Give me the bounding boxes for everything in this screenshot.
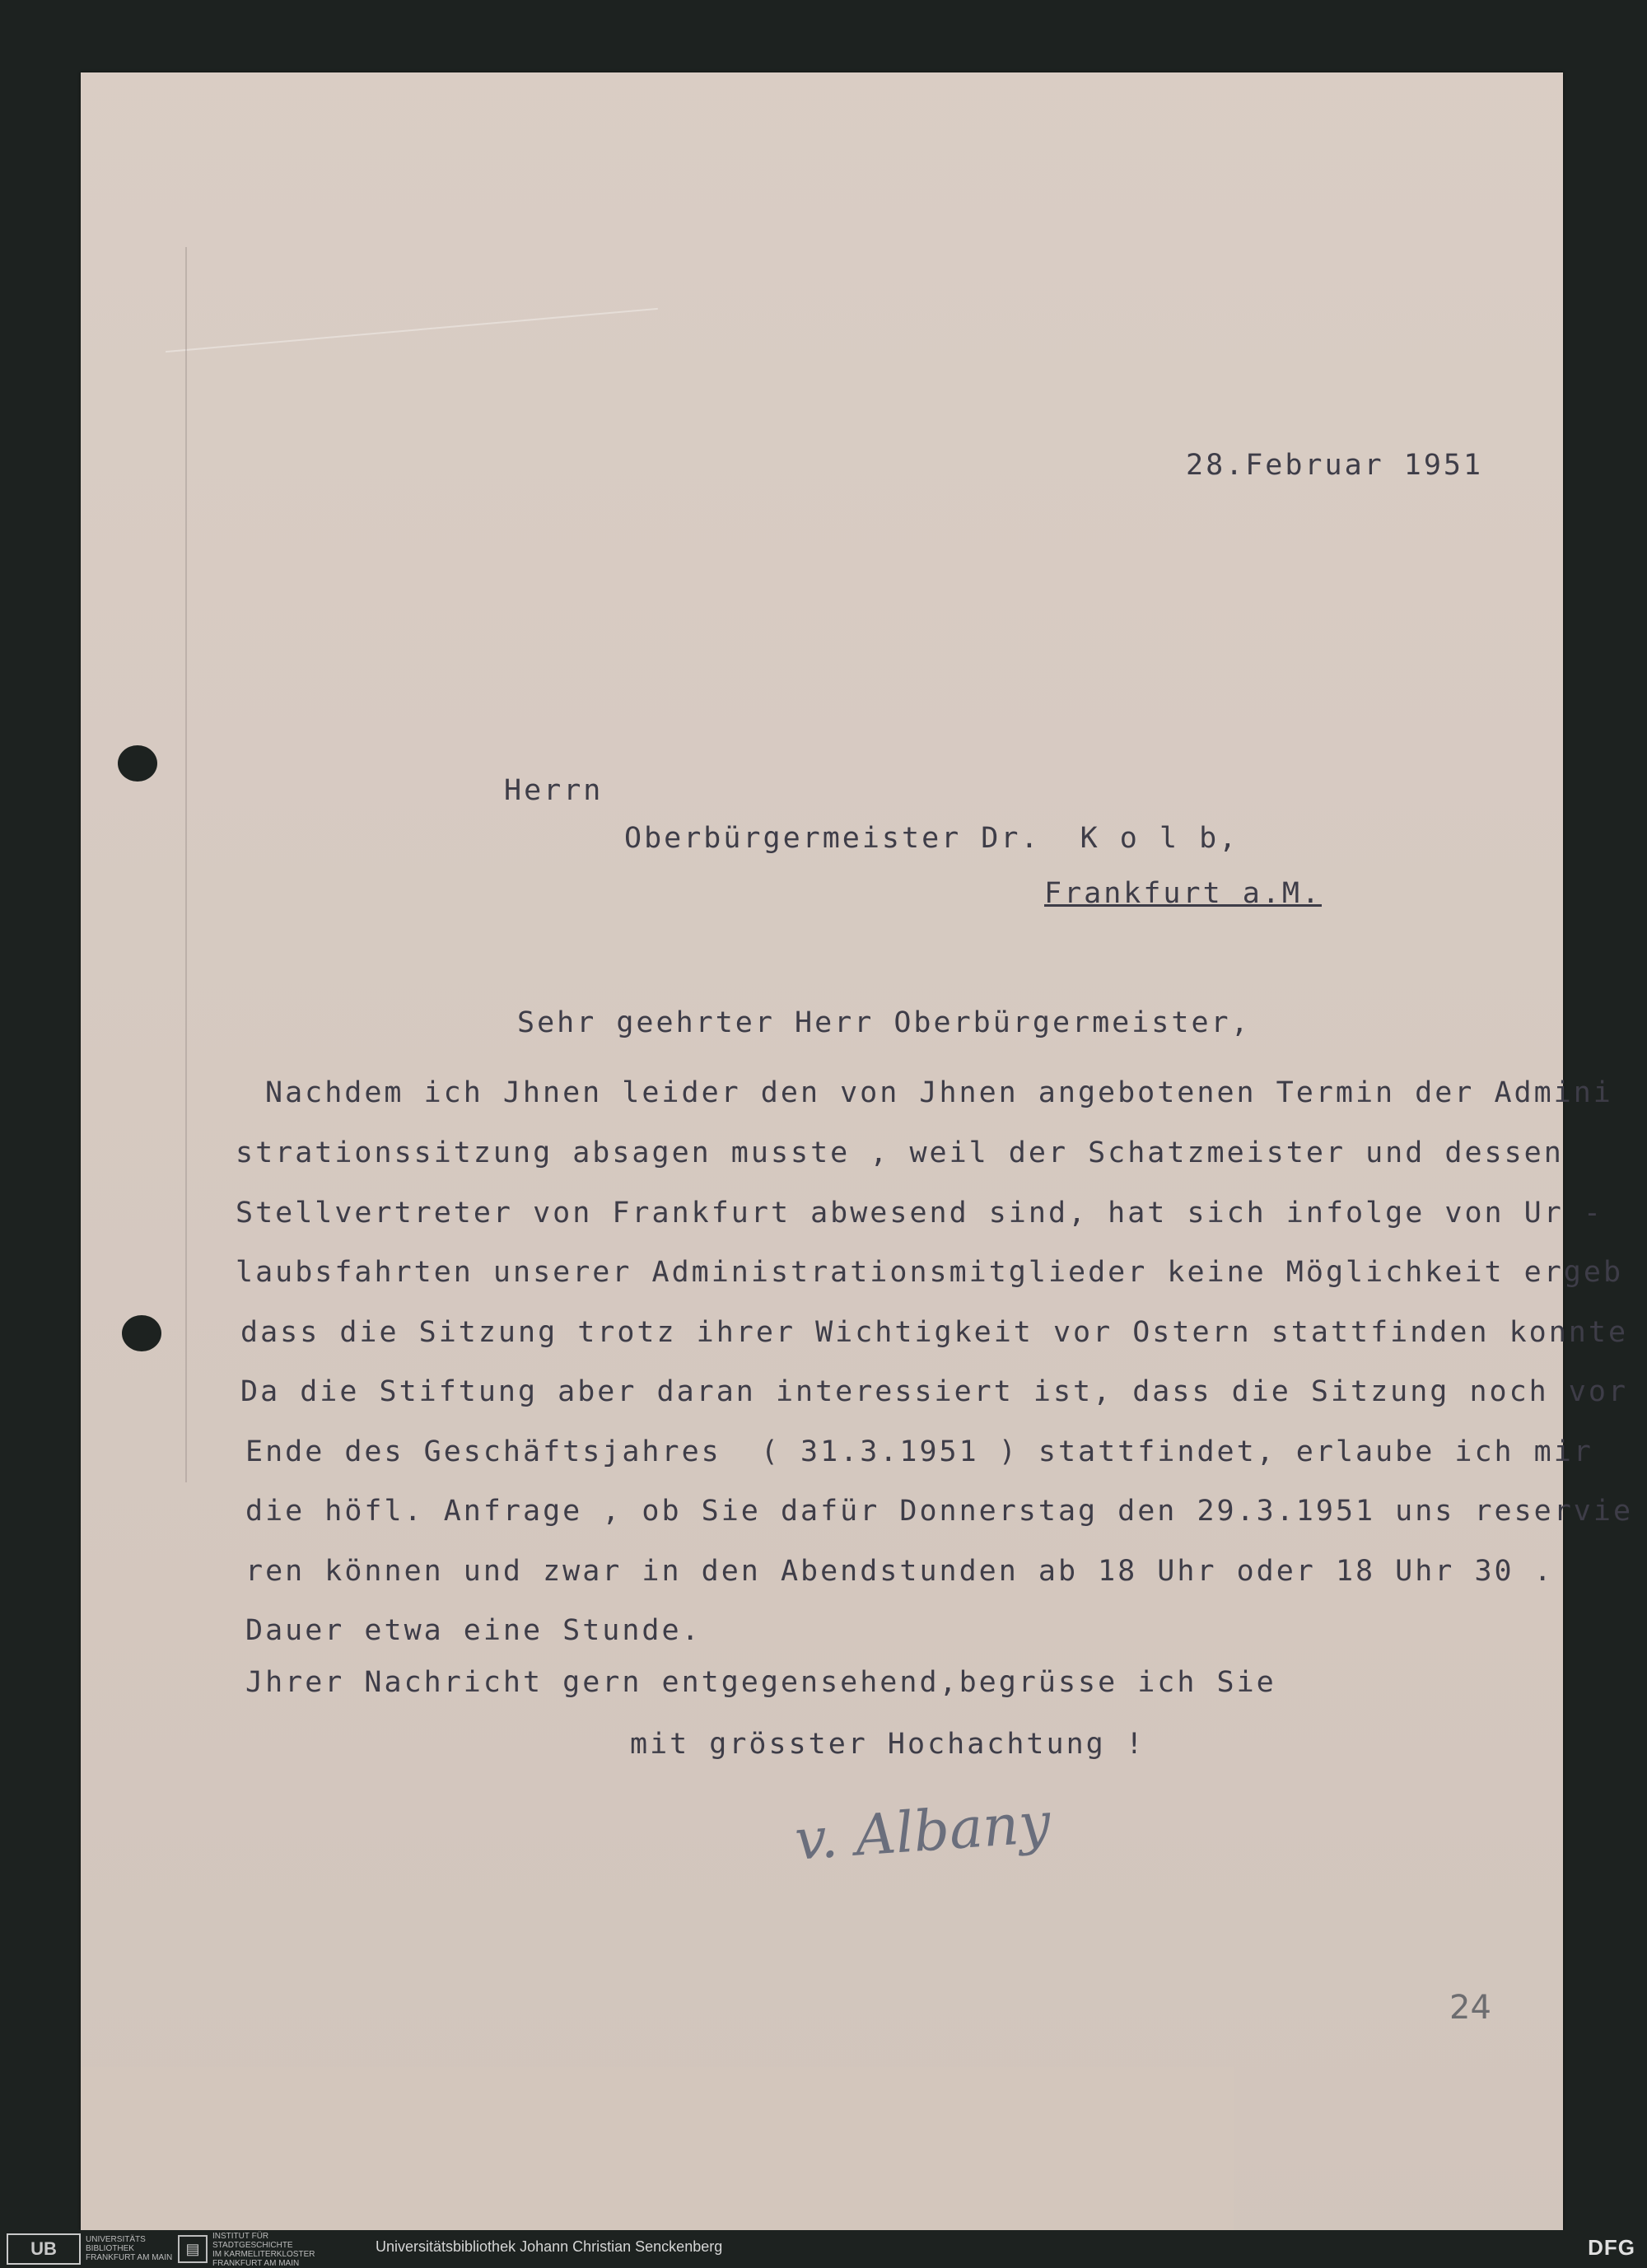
- handwritten-signature: v. Albany: [792, 1790, 1053, 1874]
- ub-logo-text: UNIVERSITÄTS BIBLIOTHEK FRANKFURT AM MAIN: [86, 2235, 173, 2262]
- body-line: laubsfahrten unserer Administrationsmitglieder keine Möglichkeit ergeb: [236, 1256, 1624, 1289]
- ub-logo: UB: [7, 2233, 81, 2265]
- body-line: Stellvertreter von Frankfurt abwesend sind, hat sich infolge von Ur -: [236, 1197, 1603, 1230]
- letter-closing: mit grösster Hochachtung !: [630, 1728, 1145, 1761]
- recipient-city: Frankfurt a.M.: [1044, 877, 1323, 910]
- paper-fold-line: [185, 247, 187, 1482]
- punch-hole-bottom: [122, 1315, 161, 1351]
- punch-hole-top: [118, 745, 157, 782]
- institute-logo-text: INSTITUT FÜR STADTGESCHICHTE IM KARMELITERKLOSTER FRANKFURT AM MAIN: [212, 2232, 315, 2268]
- viewer-footer: [0, 2230, 1647, 2268]
- footer-institution-name: Universitätsbibliothek Johann Christian Senckenberg: [376, 2238, 723, 2255]
- body-line: dass die Sitzung trotz ihrer Wichtigkeit vor Ostern stattfinden konnte: [240, 1316, 1629, 1349]
- pencil-page-number: 24: [1449, 1989, 1491, 2027]
- body-line: Dauer etwa eine Stunde.: [245, 1614, 702, 1647]
- body-line: Da die Stiftung aber daran interessiert ist, dass die Sitzung noch vor: [240, 1375, 1629, 1408]
- letter-date: 28.Februar 1951: [1186, 449, 1484, 482]
- body-line: Nachdem ich Jhnen leider den von Jhnen angebotenen Termin der Admini: [265, 1076, 1613, 1109]
- letter-greeting: Sehr geehrter Herr Oberbürgermeister,: [517, 1006, 1251, 1039]
- dfg-logo: DFG: [1588, 2235, 1635, 2260]
- body-line: die höfl. Anfrage , ob Sie dafür Donnerstag den 29.3.1951 uns reservie: [245, 1495, 1634, 1528]
- recipient-salutation: Herrn: [504, 774, 604, 807]
- body-line: Ende des Geschäftsjahres ( 31.3.1951 ) stattfindet, erlaube ich mir: [245, 1435, 1593, 1468]
- body-line: strationssitzung absagen musste , weil der Schatzmeister und dessen: [236, 1136, 1564, 1169]
- institute-logo-icon: ▤: [178, 2235, 208, 2263]
- recipient-name: Oberbürgermeister Dr. K o l b,: [624, 822, 1239, 855]
- body-line: Jhrer Nachricht gern entgegensehend,begrüsse ich Sie: [245, 1666, 1276, 1699]
- body-line: ren können und zwar in den Abendstunden ab 18 Uhr oder 18 Uhr 30 .: [245, 1555, 1554, 1588]
- paper-fold-flap: [81, 2067, 1234, 2232]
